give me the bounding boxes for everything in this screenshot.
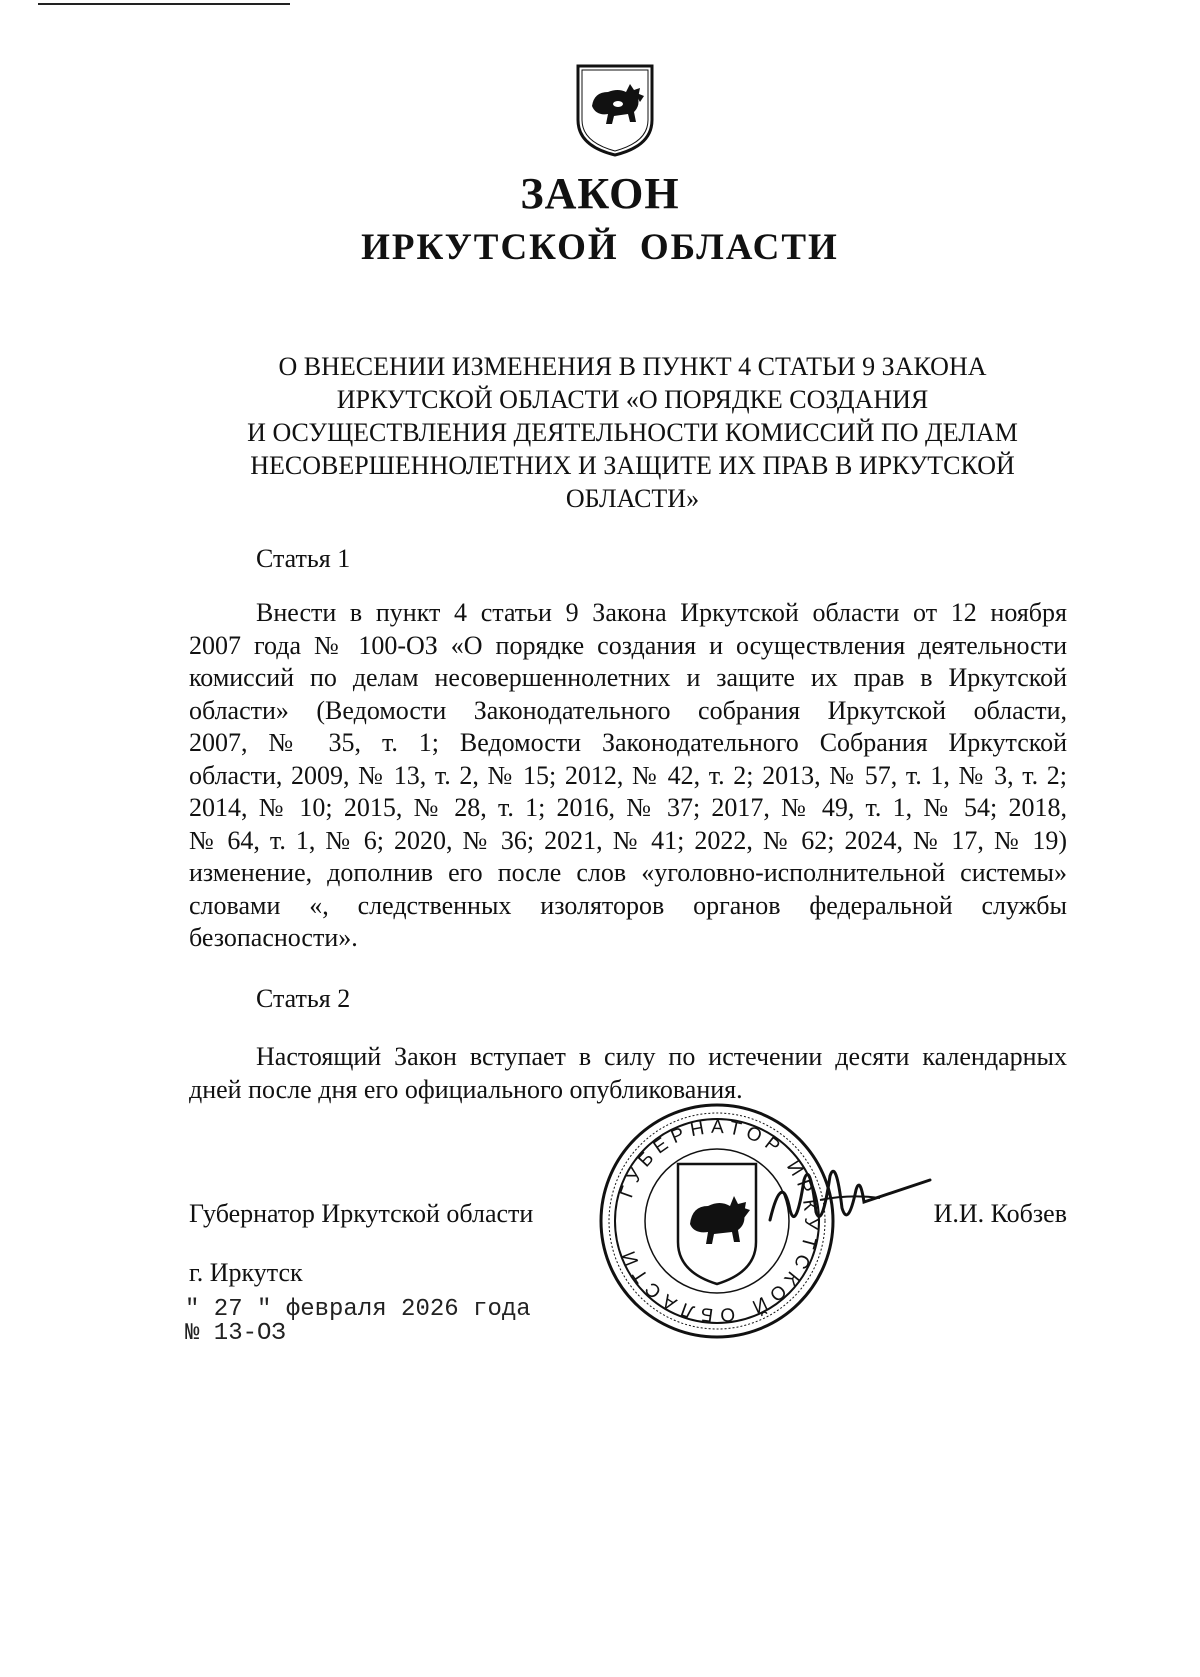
subtitle-line: ИРКУТСКОЙ ОБЛАСТИ «О ПОРЯДКЕ СОЗДАНИЯ [336,385,929,414]
article-1-text [189,597,1067,955]
article-1-line: 2007, № 35, т. 1; Ведомости Законодательного Собрания Иркутской [189,728,1067,757]
article-1-line: области, 2009, № 13, т. 2, № 15; 2012, № 42, т. 2; 2013, № 57, т. 1, № 3, т. 2; [189,760,1067,790]
law-number: № 13-ОЗ [185,1320,286,1347]
subtitle-line: О ВНЕСЕНИИ ИЗМЕНЕНИЯ В ПУНКТ 4 СТАТЬИ 9 ЗАКОНА [278,352,987,381]
signatory-position: Губернатор Иркутской области [189,1199,534,1228]
article-2-heading: Статья 2 [256,984,351,1013]
signatory-name: И.И. Кобзев [933,1199,1067,1228]
signing-city: г. Иркутск [189,1258,303,1287]
article-1-heading: Статья 1 [256,544,351,573]
handwritten-signature [760,1150,940,1240]
seal-text: ГУБЕРНАТОР ИРКУТСКОЙ ОБЛАСТИ [616,1116,822,1326]
article-1-line: 2014, № 10; 2015, № 28, т. 1; 2016, № 37; 2017, № 49, т. 1, № 54; 2018, [189,793,1067,822]
coat-of-arms-icon [574,62,656,158]
article-1-line: области» (Ведомости Законодательного собрания Иркутской области, [189,695,1067,725]
scan-edge-line [38,3,290,5]
article-2-line: Настоящий Закон вступает в силу по истечении десяти календарных [256,1042,1067,1071]
article-2-text [189,1041,1067,1106]
article-1-line: комиссий по делам несовершеннолетних и защите их прав в Иркутской [189,663,1067,692]
article-2-line: дней после дня его официального опубликования. [189,1074,743,1104]
article-1-line: безопасности». [189,923,358,952]
law-subtitle [210,350,1055,515]
subtitle-line: И ОСУЩЕСТВЛЕНИЯ ДЕЯТЕЛЬНОСТИ КОМИССИЙ ПО ДЕЛАМ [247,418,1018,447]
article-1-line: № 64, т. 1, № 6; 2020, № 36; 2021, № 41; 2022, № 62; 2024, № 17, № 19) [189,825,1067,855]
article-1-line: Внести в пункт 4 статьи 9 Закона Иркутской области от 12 ноября [256,598,1067,627]
subtitle-line: НЕСОВЕРШЕННОЛЕТНИХ И ЗАЩИТЕ ИХ ПРАВ В ИРКУТСКОЙ [250,451,1015,480]
document-region-title: ИРКУТСКОЙ ОБЛАСТИ [361,227,839,268]
article-1-line: 2007 года № 100-ОЗ «О порядке создания и осуществления деятельности [189,630,1067,660]
article-1-line: словами «, следственных изоляторов органов федеральной службы [189,890,1067,920]
signing-date: " 27 " февраля 2026 года [185,1296,531,1323]
document-title: ЗАКОН [520,169,680,218]
article-1-line: изменение, дополнив его после слов «уголовно-исполнительной системы» [189,858,1067,887]
subtitle-line: ОБЛАСТИ» [565,484,700,513]
